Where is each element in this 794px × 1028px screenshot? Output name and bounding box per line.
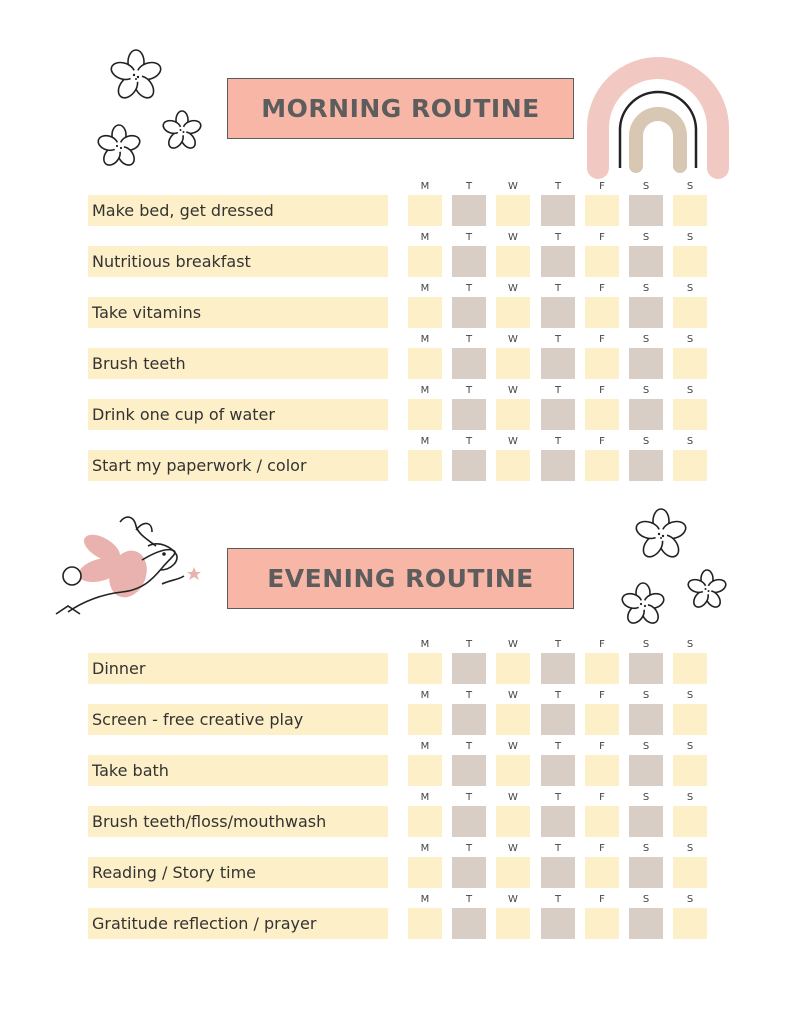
checkbox-cell[interactable] <box>452 755 486 786</box>
checkbox-cell[interactable] <box>541 857 575 888</box>
weekday-letter: S <box>686 792 694 803</box>
checkbox-cell[interactable] <box>496 246 530 277</box>
weekday-letter: M <box>420 843 430 854</box>
weekday-letter: M <box>420 385 430 396</box>
weekday-letter: T <box>465 792 473 803</box>
weekday-letter: W <box>508 843 518 854</box>
weekday-letter: W <box>508 792 518 803</box>
checkbox-cell[interactable] <box>452 653 486 684</box>
checkbox-cell[interactable] <box>541 348 575 379</box>
weekday-letter: S <box>642 690 650 701</box>
weekday-letter: M <box>420 894 430 905</box>
morning-routine-banner <box>227 78 574 139</box>
task-label: Gratitude reflection / prayer <box>88 908 388 939</box>
checkbox-cell[interactable] <box>496 908 530 939</box>
checkbox-cell[interactable] <box>496 755 530 786</box>
flower-icon <box>92 124 146 170</box>
evening-routine-banner <box>227 548 574 609</box>
checkbox-cell[interactable] <box>496 195 530 226</box>
flower-icon <box>108 48 164 104</box>
weekday-letter: S <box>686 385 694 396</box>
weekday-letter: M <box>420 639 430 650</box>
weekday-letter: S <box>642 334 650 345</box>
weekday-letter: S <box>642 741 650 752</box>
weekday-header <box>0 894 794 906</box>
checkbox-cell[interactable] <box>585 195 619 226</box>
weekday-letter: T <box>554 181 562 192</box>
weekday-letter: M <box>420 334 430 345</box>
checkbox-cell[interactable] <box>585 704 619 735</box>
checkbox-cell[interactable] <box>629 908 663 939</box>
task-label: Drink one cup of water <box>88 399 388 430</box>
checkbox-cell[interactable] <box>452 246 486 277</box>
weekday-letter: S <box>686 690 694 701</box>
weekday-letter: S <box>686 741 694 752</box>
checkbox-cell[interactable] <box>408 450 442 481</box>
morning-routine-title: MORNING ROUTINE <box>261 94 540 123</box>
task-label: Screen - free creative play <box>88 704 388 735</box>
weekday-header <box>0 283 794 295</box>
checkbox-cell[interactable] <box>629 195 663 226</box>
checkbox-cell[interactable] <box>629 348 663 379</box>
checkbox-cell[interactable] <box>585 246 619 277</box>
checkbox-cell[interactable] <box>585 653 619 684</box>
weekday-header <box>0 334 794 346</box>
weekday-letter: S <box>686 894 694 905</box>
checkbox-cell[interactable] <box>496 806 530 837</box>
checkbox-cell[interactable] <box>673 450 707 481</box>
weekday-letter: M <box>420 283 430 294</box>
checkbox-cell[interactable] <box>673 704 707 735</box>
star-icon <box>187 567 201 580</box>
checkbox-cell[interactable] <box>452 450 486 481</box>
weekday-letter: F <box>599 283 605 294</box>
weekday-letter: T <box>554 894 562 905</box>
checkbox-cell[interactable] <box>673 297 707 328</box>
weekday-letter: S <box>686 232 694 243</box>
weekday-letter: S <box>642 232 650 243</box>
checkbox-cell[interactable] <box>496 399 530 430</box>
weekday-letter: S <box>642 843 650 854</box>
weekday-letter: M <box>420 690 430 701</box>
weekday-letter: T <box>554 690 562 701</box>
checkbox-cell[interactable] <box>585 399 619 430</box>
checkbox-cell[interactable] <box>629 755 663 786</box>
weekday-letter: W <box>508 639 518 650</box>
checkbox-cell[interactable] <box>585 297 619 328</box>
weekday-letter: T <box>554 792 562 803</box>
checkbox-cell[interactable] <box>541 246 575 277</box>
bunny-icon <box>52 510 208 628</box>
checkbox-cell[interactable] <box>452 806 486 837</box>
weekday-letter: T <box>465 639 473 650</box>
weekday-letter: F <box>599 894 605 905</box>
weekday-letter: M <box>420 741 430 752</box>
checkbox-cell[interactable] <box>452 704 486 735</box>
checkbox-cell[interactable] <box>629 857 663 888</box>
weekday-letter: T <box>554 436 562 447</box>
weekday-letter: T <box>465 894 473 905</box>
weekday-header <box>0 385 794 397</box>
checkbox-cell[interactable] <box>673 653 707 684</box>
checkbox-cell[interactable] <box>585 450 619 481</box>
checkbox-cell[interactable] <box>541 450 575 481</box>
checkbox-cell[interactable] <box>585 806 619 837</box>
weekday-letter: F <box>599 843 605 854</box>
weekday-letter: S <box>642 792 650 803</box>
checkbox-cell[interactable] <box>408 246 442 277</box>
checkbox-cell[interactable] <box>629 450 663 481</box>
checkbox-cell[interactable] <box>496 348 530 379</box>
task-label: Make bed, get dressed <box>88 195 388 226</box>
checkbox-cell[interactable] <box>541 755 575 786</box>
weekday-header <box>0 181 794 193</box>
weekday-letter: T <box>554 334 562 345</box>
weekday-letter: T <box>465 690 473 701</box>
checkbox-cell[interactable] <box>496 297 530 328</box>
weekday-letter: T <box>465 283 473 294</box>
rainbow-icon <box>586 56 730 172</box>
checkbox-cell[interactable] <box>452 908 486 939</box>
checkbox-cell[interactable] <box>673 755 707 786</box>
checkbox-cell[interactable] <box>452 857 486 888</box>
weekday-header <box>0 690 794 702</box>
task-label: Take vitamins <box>88 297 388 328</box>
flower-icon <box>632 506 690 564</box>
weekday-letter: S <box>686 639 694 650</box>
weekday-letter: F <box>599 741 605 752</box>
task-label: Brush teeth <box>88 348 388 379</box>
weekday-letter: T <box>554 283 562 294</box>
checkbox-cell[interactable] <box>541 704 575 735</box>
checkbox-cell[interactable] <box>496 450 530 481</box>
checkbox-cell[interactable] <box>673 399 707 430</box>
weekday-header <box>0 792 794 804</box>
weekday-letter: M <box>420 792 430 803</box>
weekday-letter: T <box>465 181 473 192</box>
weekday-letter: S <box>686 334 694 345</box>
weekday-letter: W <box>508 334 518 345</box>
evening-routine-title: EVENING ROUTINE <box>267 564 534 593</box>
checkbox-cell[interactable] <box>541 908 575 939</box>
weekday-letter: S <box>642 385 650 396</box>
checkbox-cell[interactable] <box>585 857 619 888</box>
checkbox-cell[interactable] <box>496 704 530 735</box>
weekday-letter: M <box>420 232 430 243</box>
checkbox-cell[interactable] <box>629 399 663 430</box>
task-label: Take bath <box>88 755 388 786</box>
weekday-letter: T <box>554 741 562 752</box>
checkbox-cell[interactable] <box>541 195 575 226</box>
weekday-letter: W <box>508 385 518 396</box>
weekday-letter: T <box>465 436 473 447</box>
weekday-letter: W <box>508 894 518 905</box>
checkbox-cell[interactable] <box>496 857 530 888</box>
task-label: Nutritious breakfast <box>88 246 388 277</box>
checkbox-cell[interactable] <box>629 806 663 837</box>
checkbox-cell[interactable] <box>673 195 707 226</box>
weekday-letter: S <box>686 283 694 294</box>
checkbox-cell[interactable] <box>541 399 575 430</box>
weekday-letter: S <box>686 181 694 192</box>
weekday-header <box>0 843 794 855</box>
weekday-header <box>0 639 794 651</box>
weekday-letter: W <box>508 741 518 752</box>
weekday-letter: T <box>554 385 562 396</box>
weekday-letter: M <box>420 436 430 447</box>
weekday-letter: F <box>599 690 605 701</box>
weekday-letter: T <box>465 741 473 752</box>
weekday-letter: W <box>508 181 518 192</box>
checkbox-cell[interactable] <box>673 857 707 888</box>
checkbox-cell[interactable] <box>408 704 442 735</box>
checkbox-cell[interactable] <box>408 653 442 684</box>
checkbox-cell[interactable] <box>408 908 442 939</box>
weekday-header <box>0 741 794 753</box>
task-label: Reading / Story time <box>88 857 388 888</box>
checkbox-cell[interactable] <box>673 806 707 837</box>
checkbox-cell[interactable] <box>541 653 575 684</box>
checkbox-cell[interactable] <box>452 348 486 379</box>
checkbox-cell[interactable] <box>629 246 663 277</box>
weekday-letter: S <box>642 436 650 447</box>
weekday-letter: W <box>508 283 518 294</box>
weekday-letter: T <box>554 232 562 243</box>
checkbox-cell[interactable] <box>673 908 707 939</box>
checkbox-cell[interactable] <box>408 755 442 786</box>
weekday-letter: W <box>508 232 518 243</box>
weekday-letter: S <box>686 843 694 854</box>
task-label: Brush teeth/floss/mouthwash <box>88 806 388 837</box>
weekday-letter: S <box>642 639 650 650</box>
weekday-header <box>0 232 794 244</box>
checkbox-cell[interactable] <box>541 806 575 837</box>
checkbox-cell[interactable] <box>541 297 575 328</box>
checkbox-cell[interactable] <box>673 246 707 277</box>
weekday-letter: F <box>599 639 605 650</box>
weekday-letter: T <box>554 639 562 650</box>
weekday-letter: W <box>508 436 518 447</box>
weekday-letter: F <box>599 436 605 447</box>
checkbox-cell[interactable] <box>585 908 619 939</box>
flower-icon <box>616 580 670 630</box>
checkbox-cell[interactable] <box>673 348 707 379</box>
weekday-letter: T <box>465 334 473 345</box>
weekday-letter: F <box>599 385 605 396</box>
weekday-letter: F <box>599 334 605 345</box>
flower-icon <box>682 566 732 614</box>
checkbox-cell[interactable] <box>408 195 442 226</box>
checkbox-cell[interactable] <box>408 857 442 888</box>
weekday-letter: F <box>599 181 605 192</box>
checkbox-cell[interactable] <box>629 653 663 684</box>
weekday-letter: M <box>420 181 430 192</box>
checkbox-cell[interactable] <box>408 806 442 837</box>
checkbox-cell[interactable] <box>585 755 619 786</box>
task-label: Start my paperwork / color <box>88 450 388 481</box>
flower-icon <box>158 108 206 154</box>
checkbox-cell[interactable] <box>452 195 486 226</box>
checkbox-cell[interactable] <box>452 399 486 430</box>
checkbox-cell[interactable] <box>408 399 442 430</box>
weekday-letter: W <box>508 690 518 701</box>
weekday-letter: S <box>642 181 650 192</box>
weekday-letter: T <box>465 385 473 396</box>
checkbox-cell[interactable] <box>629 704 663 735</box>
task-label: Dinner <box>88 653 388 684</box>
weekday-letter: T <box>554 843 562 854</box>
weekday-letter: F <box>599 792 605 803</box>
weekday-letter: T <box>465 843 473 854</box>
checkbox-cell[interactable] <box>629 297 663 328</box>
weekday-letter: S <box>642 283 650 294</box>
weekday-letter: S <box>642 894 650 905</box>
checkbox-cell[interactable] <box>408 297 442 328</box>
weekday-header <box>0 436 794 448</box>
weekday-letter: S <box>686 436 694 447</box>
checkbox-cell[interactable] <box>452 297 486 328</box>
weekday-letter: T <box>465 232 473 243</box>
checkbox-cell[interactable] <box>496 653 530 684</box>
weekday-letter: F <box>599 232 605 243</box>
checkbox-cell[interactable] <box>585 348 619 379</box>
checkbox-cell[interactable] <box>408 348 442 379</box>
